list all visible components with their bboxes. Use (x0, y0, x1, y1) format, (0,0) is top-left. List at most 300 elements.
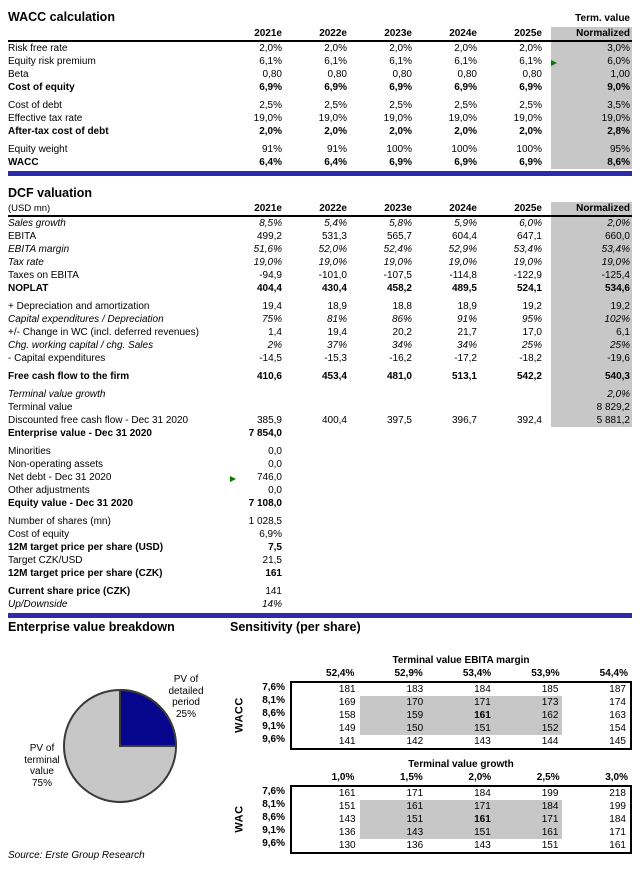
cell-value: 25% (521, 340, 542, 351)
cell-value: 2,0% (551, 216, 632, 230)
bottom-section (8, 618, 640, 864)
cell-value (551, 427, 632, 440)
cell-value: 0,0 (268, 446, 282, 457)
cell-value (421, 484, 486, 497)
cell-value (291, 567, 356, 580)
sensitivity-cell: 163 (609, 710, 626, 721)
sensitivity-cell: 173 (495, 696, 563, 709)
pie-label-line: period (172, 697, 200, 708)
cell-value (486, 383, 551, 401)
table-row (8, 401, 632, 414)
cell-value: 0,80 (522, 69, 542, 80)
cell-value: 7 854,0 (248, 428, 282, 439)
pie-label-line: 25% (175, 708, 196, 720)
sensitivity-body (230, 785, 632, 854)
sensitivity-cell: 185 (541, 684, 559, 695)
cell-value: 3,0% (551, 41, 632, 55)
cell-value: -125,4 (551, 269, 632, 282)
cell-value: 6,9% (389, 157, 412, 168)
cell-value: 19,0% (318, 257, 347, 268)
cell-value: 86% (391, 314, 412, 325)
cell-value: 8,5% (259, 218, 282, 229)
cell-value: 53,4% (513, 244, 542, 255)
cell-value (551, 440, 632, 458)
cell-value: 19,4 (262, 301, 282, 312)
cell-value: 0,80 (262, 69, 282, 80)
cell-value (356, 598, 421, 611)
sensitivity-cell: 184 (474, 684, 491, 695)
sensitivity-cell: 161 (427, 709, 495, 722)
sensitivity-row-headers (250, 681, 290, 750)
pie-label-line: PV of (173, 674, 199, 685)
sensitivity-cell: 151 (360, 813, 428, 826)
cell-value (421, 598, 486, 611)
cell-value (291, 497, 356, 510)
row-label: Terminal value growth (8, 389, 106, 400)
sensitivity-cell: 161 (338, 788, 356, 799)
cell-value (421, 427, 486, 440)
dcf-section-header (8, 184, 632, 200)
sensitivity-table-title: Terminal value growth (408, 759, 514, 770)
row-label: Net debt - Dec 31 2020 (8, 472, 112, 483)
cell-value: 51,6% (253, 244, 282, 255)
cell-value: 19,2 (522, 301, 542, 312)
table-row (8, 365, 632, 383)
cell-value: 19,0% (318, 113, 347, 124)
row-label: Other adjustments (8, 485, 90, 496)
cell-value: 19,0% (551, 112, 632, 125)
row-label: Equity value - Dec 31 2020 (8, 498, 134, 509)
unit-label (8, 27, 226, 41)
cell-value (486, 567, 551, 580)
wacc-title: WACC calculation (8, 10, 115, 24)
cell-value (486, 458, 551, 471)
sensitivity-col-headers (290, 667, 632, 680)
cell-value (421, 580, 486, 598)
sensitivity-cell: 144 (541, 736, 559, 747)
sensitivity-table-title: Terminal value EBITA margin (392, 655, 530, 666)
sensitivity-row-header: 8,1% (262, 799, 285, 810)
table-row (8, 598, 632, 611)
cell-value (291, 541, 356, 554)
table-row (8, 55, 632, 68)
row-label: Risk free rate (8, 43, 68, 54)
cell-value: 499,2 (256, 231, 282, 242)
cell-value: 5,4% (324, 218, 347, 229)
cell-value: 0,0 (268, 459, 282, 470)
cell-value (356, 427, 421, 440)
cell-value: 18,9 (327, 301, 347, 312)
cell-value: 453,4 (321, 371, 347, 382)
row-label: EBITA (8, 231, 37, 242)
row-label: 12M target price per share (CZK) (8, 568, 163, 579)
dcf-title: DCF valuation (8, 186, 93, 200)
cell-value: 2,5% (519, 100, 542, 111)
cell-value (486, 484, 551, 497)
cell-value: 19,0% (448, 113, 477, 124)
sensitivity-row-headers (250, 785, 290, 854)
cell-value (356, 471, 421, 484)
sensitivity-cells (290, 785, 632, 854)
cell-value (551, 554, 632, 567)
cell-value (226, 383, 291, 401)
table-row (8, 125, 632, 138)
cell-value: 95% (551, 138, 632, 156)
cell-value (486, 497, 551, 510)
sensitivity-axis-label: WACC (233, 697, 246, 733)
cell-value: 7 108,0 (248, 498, 282, 509)
sensitivity-cells (290, 681, 632, 750)
row-label: Equity risk premium (8, 56, 96, 67)
table-header-row (8, 202, 632, 216)
table-row (8, 567, 632, 580)
sensitivity-cell: 143 (474, 840, 491, 851)
cell-value: 102% (551, 313, 632, 326)
sensitivity-cell: 170 (360, 696, 428, 709)
cell-value: 19,0% (551, 256, 632, 269)
cell-value: 34% (391, 340, 412, 351)
cell-value (486, 528, 551, 541)
cell-value: 34% (456, 340, 477, 351)
sensitivity-cell: 184 (495, 800, 563, 813)
row-label: NOPLAT (8, 283, 49, 294)
cell-value: 0,80 (327, 69, 347, 80)
pie-label-line: PV of (29, 743, 55, 754)
column-header: 2022e (291, 27, 356, 41)
cell-value: 52,0% (318, 244, 347, 255)
table-row (8, 112, 632, 125)
row-label: Chg. working capital / chg. Sales (8, 340, 154, 351)
cell-value: 489,5 (451, 283, 477, 294)
cell-value: -114,8 (449, 270, 477, 281)
sensitivity-col-header: 1,0% (331, 772, 355, 783)
cell-value: 534,6 (551, 282, 632, 295)
cell-value: 8,6% (551, 156, 632, 169)
pie-label-line: detailed (168, 685, 204, 697)
cell-value: 21,5 (262, 555, 282, 566)
sensitivity-cell: 149 (338, 723, 356, 734)
table-row (8, 471, 632, 484)
sensitivity-title: Sensitivity (per share) (230, 620, 361, 634)
cell-value: 95% (521, 314, 542, 325)
sensitivity-cell: 136 (406, 840, 424, 851)
cell-value: 9,0% (551, 81, 632, 94)
cell-value: 396,7 (451, 415, 477, 426)
column-header: 2023e (356, 27, 421, 41)
cell-value: 746,0 (226, 471, 291, 484)
sensitivity-col-header: 2,0% (468, 772, 492, 783)
term-value-label: Term. value (575, 13, 630, 24)
sensitivity-cell: 184 (474, 788, 491, 799)
cell-value (421, 458, 486, 471)
row-label: WACC (8, 157, 39, 168)
cell-value: 6,9% (519, 82, 542, 93)
cell-value (291, 440, 356, 458)
cell-value: 0,0 (268, 485, 282, 496)
cell-value: 20,2 (392, 327, 412, 338)
cell-value: 19,0% (513, 257, 542, 268)
sensitivity-cell: 143 (338, 814, 356, 825)
sensitivity-cell: 151 (338, 801, 356, 812)
cell-value: 2,0% (519, 126, 542, 137)
cell-value: 531,3 (321, 231, 347, 242)
sensitivity-cell: 171 (609, 827, 626, 838)
cell-value: 604,4 (451, 231, 477, 242)
table-row (8, 94, 632, 112)
cell-value (291, 598, 356, 611)
cell-value: 5,8% (389, 218, 412, 229)
cell-value (486, 541, 551, 554)
cell-value: 6,1 (551, 326, 632, 339)
sensitivity-cell: 184 (609, 814, 626, 825)
cell-value: 19,0% (253, 113, 282, 124)
cell-value: 19,0% (253, 257, 282, 268)
table-row (8, 580, 632, 598)
cell-value: 2,5% (454, 100, 477, 111)
row-label: Capital expenditures / Depreciation (8, 314, 164, 325)
cell-value: 25% (551, 339, 632, 352)
cell-value: 6,0% (551, 55, 632, 68)
cell-value: 18,9 (457, 301, 477, 312)
sensitivity-row-header: 7,6% (262, 682, 285, 693)
cell-value (421, 567, 486, 580)
sensitivity-cell: 218 (609, 788, 626, 799)
row-label: Number of shares (mn) (8, 516, 111, 527)
table-row (8, 528, 632, 541)
sensitivity-col-header: 3,0% (605, 772, 628, 783)
cell-value: 6,9% (259, 82, 282, 93)
column-header: 2024e (421, 27, 486, 41)
table-row (8, 414, 632, 427)
cell-value (356, 510, 421, 528)
cell-value: 2,0% (389, 43, 412, 54)
cell-value: 6,9% (454, 82, 477, 93)
sensitivity-cell: 142 (406, 736, 424, 747)
cell-value: 565,7 (386, 231, 412, 242)
table-row (8, 326, 632, 339)
cell-value: 52,4% (383, 244, 412, 255)
pie-label-terminal (8, 743, 76, 789)
cell-value (356, 458, 421, 471)
cell-value (551, 567, 632, 580)
row-label: Tax rate (8, 257, 44, 268)
sensitivity-col-header: 52,4% (326, 668, 355, 679)
cell-value (421, 471, 486, 484)
cell-value (291, 401, 356, 414)
row-label: 12M target price per share (USD) (8, 542, 164, 553)
sensitivity-row-header: 9,1% (262, 825, 285, 836)
sensitivity-cell: 154 (609, 723, 626, 734)
row-label: Sales growth (8, 218, 66, 229)
cell-value (226, 401, 291, 414)
sensitivity-cell: 136 (338, 827, 356, 838)
table-row (8, 138, 632, 156)
cell-value: 2,0% (324, 43, 347, 54)
cell-value (551, 580, 632, 598)
sensitivity-cell: 187 (609, 684, 626, 695)
cell-value: 0,80 (392, 69, 412, 80)
sensitivity-cell: 145 (609, 736, 626, 747)
sensitivity-row-header: 8,1% (262, 695, 285, 706)
cell-value (421, 528, 486, 541)
cell-value (356, 554, 421, 567)
table-row (8, 383, 632, 401)
sensitivity-cell: 174 (609, 697, 626, 708)
cell-value: 19,0% (383, 113, 412, 124)
table-row (8, 497, 632, 510)
row-label: Equity weight (8, 144, 68, 155)
cell-value: 100% (386, 144, 412, 155)
cell-value (551, 458, 632, 471)
cell-value (291, 484, 356, 497)
sensitivity-col-header: 52,9% (394, 668, 423, 679)
cell-value: 2,0% (454, 126, 477, 137)
unit-label: (USD mn) (8, 202, 226, 216)
cell-value: 397,5 (386, 415, 412, 426)
cell-value (486, 401, 551, 414)
cell-value: 524,1 (516, 283, 542, 294)
sensitivity-col-header: 54,4% (599, 668, 628, 679)
cell-value: 2,0% (551, 383, 632, 401)
cell-value (421, 554, 486, 567)
column-header: 2023e (356, 202, 421, 216)
cell-value (551, 528, 632, 541)
cell-value (486, 580, 551, 598)
cell-value: 6,4% (259, 157, 282, 168)
cell-value: -94,9 (259, 270, 282, 281)
cell-value: 6,1% (259, 56, 282, 67)
sensitivity-cell: 130 (338, 840, 356, 851)
cell-value: 404,4 (256, 283, 282, 294)
table-row (8, 541, 632, 554)
cell-value (421, 401, 486, 414)
cell-value: 6,9% (389, 82, 412, 93)
row-label: Taxes on EBITA (8, 270, 79, 281)
cell-value (291, 580, 356, 598)
cell-value: 0,80 (457, 69, 477, 80)
cell-value: 2,5% (259, 100, 282, 111)
table-row (8, 352, 632, 365)
column-header: Normalized (551, 27, 632, 41)
column-header: 2024e (421, 202, 486, 216)
row-label: Cost of debt (8, 100, 62, 111)
sensitivity-col-header: 2,5% (536, 772, 560, 783)
cell-value: 81% (326, 314, 347, 325)
cell-value: 6,9% (324, 82, 347, 93)
cell-value: 400,4 (321, 415, 347, 426)
row-label: Cost of equity (8, 82, 75, 93)
cell-value: 6,1% (519, 56, 542, 67)
cell-value: 19,0% (448, 257, 477, 268)
sensitivity-cell: 158 (338, 710, 356, 721)
cell-value: -19,6 (551, 352, 632, 365)
cell-value: -101,0 (318, 270, 347, 281)
cell-value: 19,2 (551, 295, 632, 313)
cell-value: 458,2 (386, 283, 412, 294)
cell-value: 410,6 (256, 371, 282, 382)
cell-value: 19,0% (383, 257, 412, 268)
pie-label-line: value (30, 766, 54, 777)
sensitivity-cell: 161 (495, 826, 563, 839)
cell-value (356, 541, 421, 554)
pie-label-detailed (154, 674, 218, 720)
cell-value: 7,5 (268, 542, 282, 553)
cell-value: 2,5% (389, 100, 412, 111)
cell-value: 2,0% (519, 43, 542, 54)
table-row (8, 41, 632, 55)
cell-value (551, 484, 632, 497)
row-label: Free cash flow to the firm (8, 371, 130, 382)
sensitivity-col-headers (290, 771, 632, 784)
cell-value: 91% (261, 144, 282, 155)
column-header: 2022e (291, 202, 356, 216)
source-note: Source: Erste Group Research (8, 850, 145, 861)
cell-value: 385,9 (256, 415, 282, 426)
cell-value: 481,0 (386, 371, 412, 382)
comment-marker-icon (551, 60, 557, 66)
table-row (8, 216, 632, 230)
row-label: Discounted free cash flow - Dec 31 2020 (8, 415, 189, 426)
sensitivity-row-header: 9,6% (262, 838, 285, 849)
cell-value (356, 580, 421, 598)
row-label: After-tax cost of debt (8, 126, 109, 137)
sensitivity-row-header: 8,6% (262, 708, 285, 719)
cell-value: 5 881,2 (551, 414, 632, 427)
sensitivity-cell: 159 (360, 709, 428, 722)
table-row (8, 156, 632, 169)
cell-value (551, 510, 632, 528)
cell-value (551, 598, 632, 611)
sensitivity-cell: 151 (427, 826, 495, 839)
cell-value: -18,2 (519, 353, 542, 364)
row-label: Current share price (CZK) (8, 586, 131, 597)
sensitivity-col-header: 1,5% (400, 772, 423, 783)
dcf-table (8, 202, 632, 611)
cell-value: 53,4% (551, 243, 632, 256)
cell-value: 6,9% (519, 157, 542, 168)
row-label: + Depreciation and amortization (8, 301, 150, 312)
sensitivity-cell: 161 (360, 800, 428, 813)
cell-value: 1 028,5 (248, 516, 282, 527)
table-row (8, 269, 632, 282)
sensitivity-cell: 171 (406, 788, 424, 799)
cell-value: 2,5% (324, 100, 347, 111)
cell-value (551, 497, 632, 510)
row-label: Enterprise value - Dec 31 2020 (8, 428, 152, 439)
cell-value: 161 (265, 568, 282, 579)
cell-value: 18,8 (392, 301, 412, 312)
row-label: Target CZK/USD (8, 555, 83, 566)
sensitivity-cell: 141 (338, 736, 356, 747)
sensitivity-cell: 162 (495, 709, 563, 722)
column-header: 2025e (486, 202, 551, 216)
column-header: 2021e (226, 202, 291, 216)
sensitivity-cell: 161 (609, 840, 626, 851)
column-header: 2025e (486, 27, 551, 41)
sensitivity-cell: 199 (609, 801, 626, 812)
cell-value (356, 440, 421, 458)
cell-value: 513,1 (451, 371, 477, 382)
table-row (8, 484, 632, 497)
section-divider (8, 171, 632, 176)
cell-value: 3,5% (551, 94, 632, 112)
table-row (8, 458, 632, 471)
cell-value: 19,0% (513, 113, 542, 124)
cell-value (421, 440, 486, 458)
table-row (8, 510, 632, 528)
cell-value: 540,3 (551, 365, 632, 383)
cell-value (291, 383, 356, 401)
